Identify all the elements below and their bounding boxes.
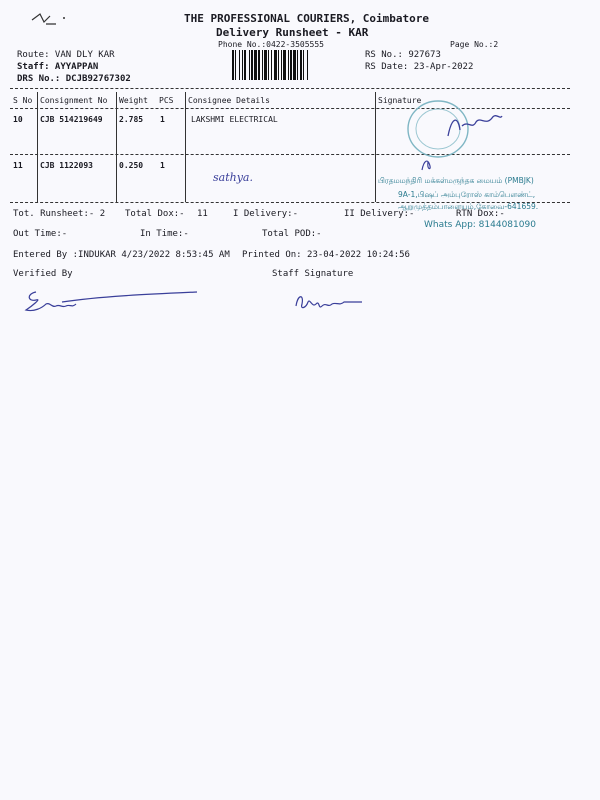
- phone-number: Phone No.:0422-3505555: [218, 40, 324, 49]
- tot-runsheet: Tot. Runsheet:- 2: [13, 209, 106, 219]
- stamp-line-2: 9A-1,பிஷப் அம்புரோஸ் காம்பௌண்ட்,: [398, 190, 536, 199]
- barcode-bar: [264, 50, 267, 80]
- round-stamp: [402, 96, 514, 162]
- barcode-bar: [232, 50, 234, 80]
- signature-scribble: [418, 154, 438, 174]
- drs-number: DRS No.: DCJB92767302: [17, 74, 131, 84]
- row-weight: 0.250: [119, 161, 144, 170]
- total-dox-label: Total Dox:-: [125, 209, 185, 219]
- barcode-bar: [235, 50, 236, 80]
- col-divider: [116, 92, 117, 202]
- barcode-bar: [297, 50, 298, 80]
- barcode-bar: [303, 50, 304, 80]
- company-name: THE PROFESSIONAL COURIERS, Coimbatore: [184, 12, 430, 25]
- barcode-bar: [283, 50, 286, 80]
- barcode-bar: [251, 50, 253, 80]
- barcode-bar: [274, 50, 277, 80]
- route-label: Route: VAN DLY KAR: [17, 50, 115, 60]
- verified-by-signature: [22, 286, 202, 316]
- barcode-bar: [242, 50, 243, 80]
- col-header-sno: S No: [13, 96, 33, 105]
- barcode-bar: [300, 50, 302, 80]
- barcode-bar: [278, 50, 279, 80]
- handwritten-name: sathya.: [213, 171, 253, 184]
- in-time: In Time:-: [140, 229, 189, 239]
- barcode-bar: [254, 50, 257, 80]
- out-time: Out Time:-: [13, 229, 68, 239]
- staff-signature-label: Staff Signature: [272, 269, 354, 279]
- barcode-bar: [244, 50, 246, 80]
- ii-delivery: II Delivery:-: [344, 209, 415, 219]
- col-divider: [37, 92, 38, 202]
- barcode-bar: [258, 50, 260, 80]
- barcode-bar: [307, 50, 308, 80]
- stamp-whatsapp: Whats App: 8144081090: [424, 220, 536, 230]
- col-header-signature: Signature: [378, 96, 422, 105]
- row-pcs: 1: [160, 161, 165, 170]
- staff-signature: [292, 290, 372, 314]
- page-number: Page No.:2: [450, 40, 499, 49]
- total-pod: Total POD:-: [262, 229, 322, 239]
- row-consignment: CJB 1122093: [40, 161, 93, 170]
- corner-scribble: [28, 8, 68, 30]
- table-top-rule: [10, 88, 570, 89]
- total-dox-value: 11: [197, 209, 208, 219]
- barcode-bar: [249, 50, 250, 80]
- document-title: Delivery Runsheet - KAR: [216, 26, 369, 39]
- col-header-pcs: PCS: [159, 96, 174, 105]
- row-sno: 11: [13, 161, 23, 170]
- i-delivery: I Delivery:-: [233, 209, 299, 219]
- barcode-bar: [268, 50, 269, 80]
- barcode-bar: [293, 50, 296, 80]
- stamp-line-1: பிரதமமந்திரி மக்கள்மருந்தக மையம் (PMBJK): [378, 176, 534, 185]
- row-weight: 2.785: [119, 115, 144, 124]
- barcode-bar: [262, 50, 263, 80]
- col-divider: [375, 92, 376, 202]
- row-sno: 10: [13, 115, 23, 124]
- col-header-consignee: Consignee Details: [188, 96, 270, 105]
- rs-number: RS No.: 927673: [365, 50, 441, 60]
- verified-by-label: Verified By: [13, 269, 73, 279]
- barcode-bar: [281, 50, 282, 80]
- col-header-weight: Weight: [119, 96, 148, 105]
- col-divider: [185, 92, 186, 202]
- row-consignment: CJB 514219649: [40, 115, 103, 124]
- barcode-bar: [288, 50, 289, 80]
- printed-on: Printed On: 23-04-2022 10:24:56: [242, 250, 410, 260]
- staff-label: Staff: AYYAPPAN: [17, 62, 99, 72]
- entered-by: Entered By :INDUKAR 4/23/2022 8:53:45 AM: [13, 250, 230, 260]
- row-pcs: 1: [160, 115, 165, 124]
- stamp-line-3: ஆறுமுத்தம்பாளையம்,கோவை-641659.: [398, 202, 539, 211]
- barcode: [232, 50, 357, 80]
- barcode-bar: [290, 50, 292, 80]
- barcode-bar: [271, 50, 272, 80]
- row-consignee: LAKSHMI ELECTRICAL: [191, 115, 278, 124]
- rtn-dox: RTN Dox:-: [456, 209, 505, 219]
- col-header-consignment: Consignment No: [40, 96, 108, 105]
- rs-date: RS Date: 23-Apr-2022: [365, 62, 474, 72]
- barcode-bar: [239, 50, 240, 80]
